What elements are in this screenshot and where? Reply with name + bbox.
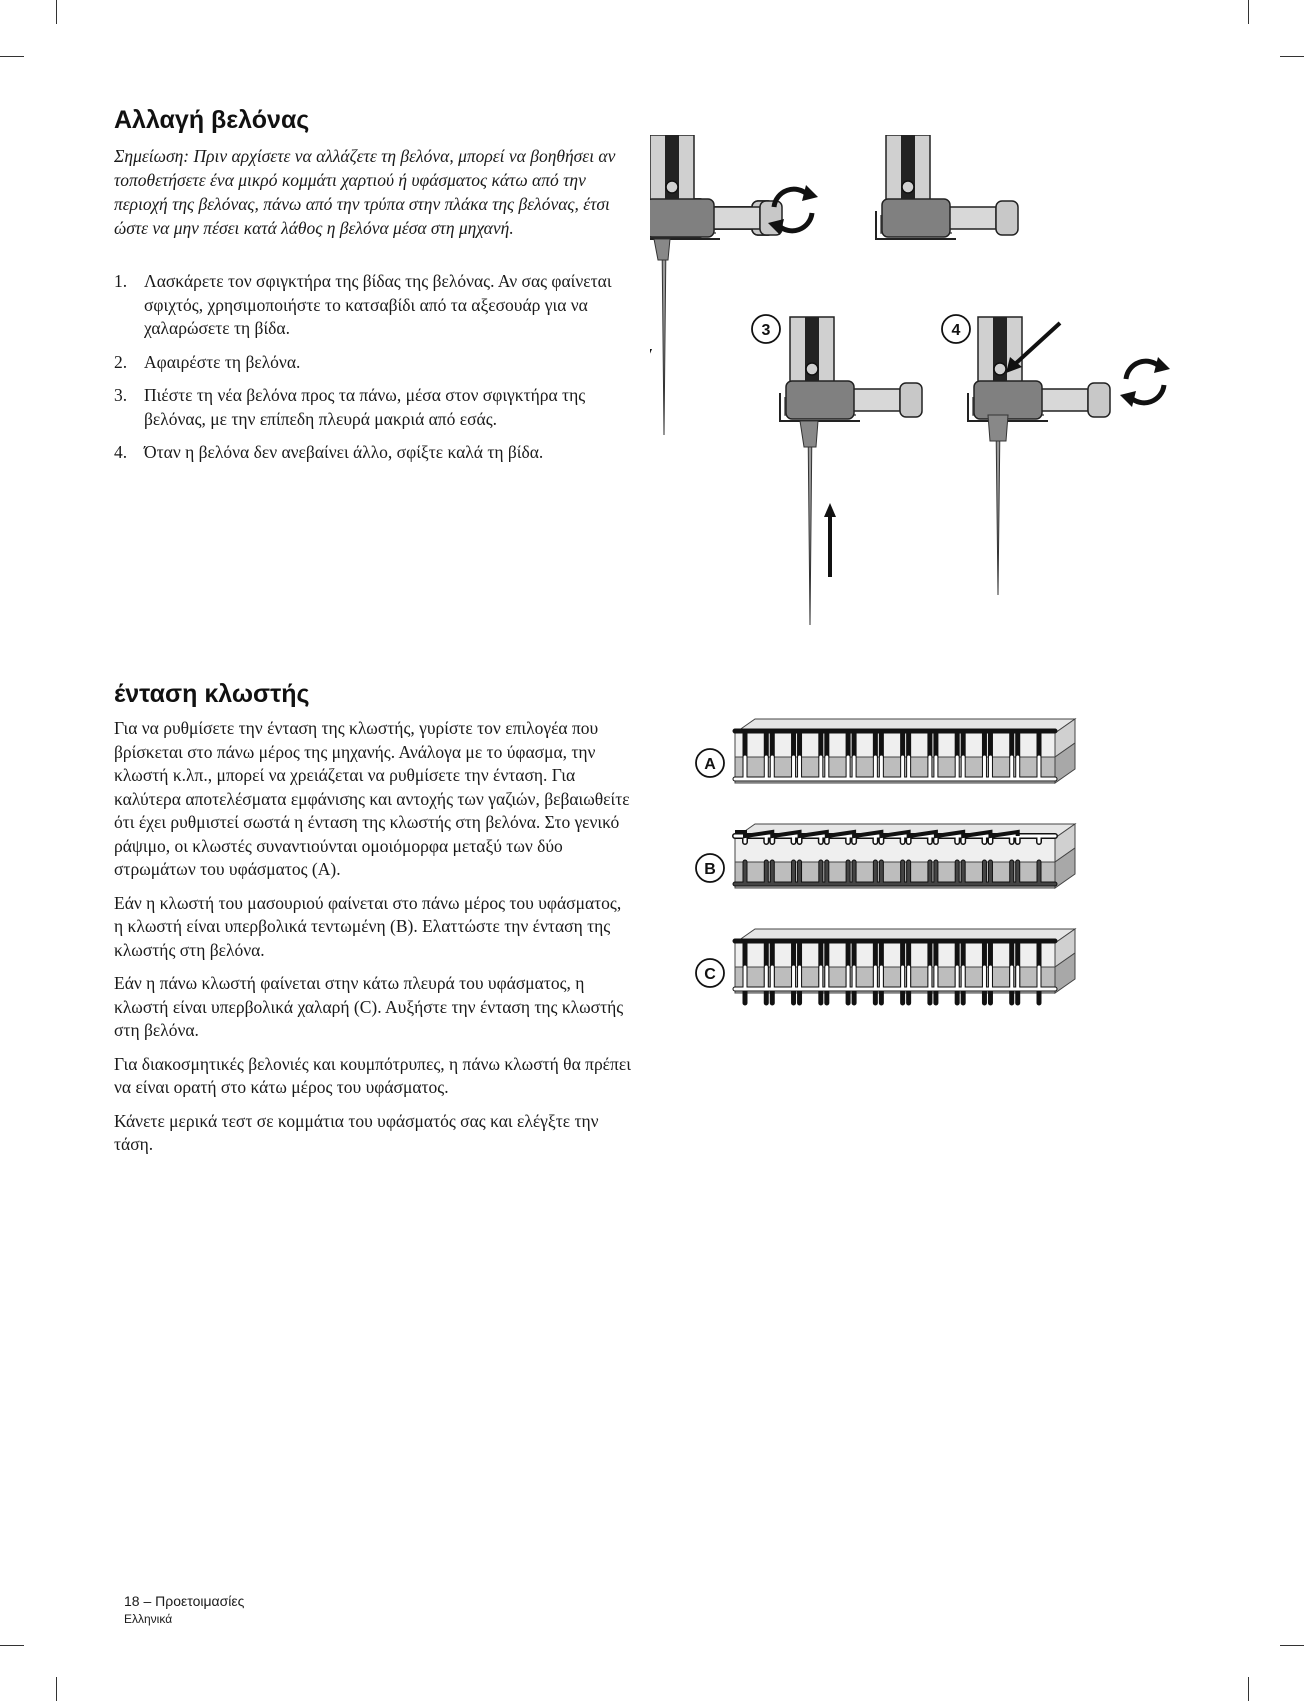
language-label: Ελληνικά — [124, 1612, 173, 1626]
step-number: 1. — [114, 271, 128, 291]
list-item — [114, 351, 634, 375]
crop-mark — [0, 1645, 24, 1646]
step-text: Πιέστε τη νέα βελόνα προς τα πάνω, μέσα στον σφιγκτήρα της βελόνας, με την επίπεδη πλευρά μακριά από εσάς. — [144, 385, 586, 429]
figure-marker-label: B — [704, 861, 716, 878]
crop-mark — [56, 1677, 57, 1701]
needle-note: Σημείωση: Πριν αρχίσετε να αλλάζετε τη βελόνα, μπορεί να βοηθήσει αν τοποθετήσετε ένα μικρό κομμάτι χαρτιού ή υφάσματος κάτω από την περιοχή της βελόνας, πάνω από την τρύπα στην πλάκα της βελόνας, έτσι ώστε να μην πέσει κατά λάθος η βελόνα μέσα στη μηχανή. — [114, 146, 616, 238]
crop-mark — [56, 0, 57, 24]
step-number: 3. — [114, 385, 128, 405]
figure-marker-label: 3 — [761, 322, 771, 339]
crop-mark — [1248, 0, 1249, 24]
thread-tension-illustration — [690, 715, 1130, 1035]
step-text: Λασκάρετε τον σφιγκτήρα της βίδας της βελόνας. Αν σας φαίνεται σφιχτός, χρησιμοποιήστε το κατσαβίδι από τα αξεσουάρ για να χαλαρώσετε τη βίδα. — [144, 271, 612, 338]
fabric-sample-c — [696, 929, 1075, 1003]
tension-paragraphs — [114, 717, 634, 1167]
figure-marker-label: A — [704, 756, 716, 773]
tension-paragraph: Για να ρυθμίσετε την ένταση της κλωστής, γυρίστε τον επιλογέα που βρίσκεται στο πάνω μέρος της μηχανής. Ανάλογα με το ύφασμα, την κλωστή κ.λπ., μπορεί να χρειάζεται να ρυθμίσετε την ένταση. Για καλύτερα αποτελέσματα εμφάνισης και αντοχής των γαζιών, βεβαιωθείτε ότι έχει ρυθμιστεί σωστά η ένταση της κλωστής στη βελόνα. Στο γενικό ράψιμο, οι κλωστές συναντιούνται ομοιόμορφα μεταξύ των δύο στρωμάτων του υφάσματος (A). — [114, 718, 630, 879]
list-item — [114, 270, 634, 341]
needle-section-title: Αλλαγή βελόνας — [114, 106, 310, 134]
crop-mark — [1280, 1645, 1304, 1646]
crop-mark — [1280, 56, 1304, 57]
tension-paragraph: Εάν η πάνω κλωστή φαίνεται στην κάτω πλευρά του υφάσματος, η κλωστή είναι υπερβολικά χαλαρή (C). Αυξήστε την ένταση της κλωστής στη βελόνα. — [114, 973, 624, 1040]
step-text: Αφαιρέστε τη βελόνα. — [144, 351, 301, 372]
needle — [808, 421, 812, 625]
needle-change-illustration — [650, 135, 1170, 625]
crop-mark — [0, 56, 24, 57]
needle-steps-list — [114, 270, 634, 475]
tension-paragraph: Κάνετε μερικά τεστ σε κομμάτια του υφάσματός σας και ελέγξτε την τάση. — [114, 1110, 599, 1154]
needle — [662, 239, 666, 435]
needle — [996, 421, 1000, 595]
tension-section-title: ένταση κλωστής — [114, 680, 310, 708]
fabric-sample-b — [696, 824, 1075, 888]
step-number: 4. — [114, 442, 128, 462]
tension-paragraph: Για διακοσμητικές βελονιές και κουμπότρυπες, η πάνω κλωστή θα πρέπει να είναι ορατή στο κάτω μέρος του υφάσματος. — [114, 1053, 631, 1097]
figure-marker-label: 4 — [951, 322, 961, 339]
step-text: Όταν η βελόνα δεν ανεβαίνει άλλο, σφίξτε καλά τη βίδα. — [144, 442, 544, 462]
tension-paragraph: Εάν η κλωστή του μασουριού φαίνεται στο πάνω μέρος του υφάσματος, η κλωστή είναι υπερβολικά τεντωμένη (B). Ελαττώστε την ένταση της κλωστής στη βελόνα. — [114, 892, 622, 960]
figure-marker-label: C — [704, 966, 716, 983]
list-item — [114, 384, 634, 431]
step-number: 2. — [114, 351, 128, 372]
crop-mark — [1248, 1677, 1249, 1701]
page-number: 18 – Προετοιμασίες — [124, 1593, 245, 1609]
fabric-sample-a — [696, 719, 1075, 783]
list-item — [114, 441, 634, 465]
